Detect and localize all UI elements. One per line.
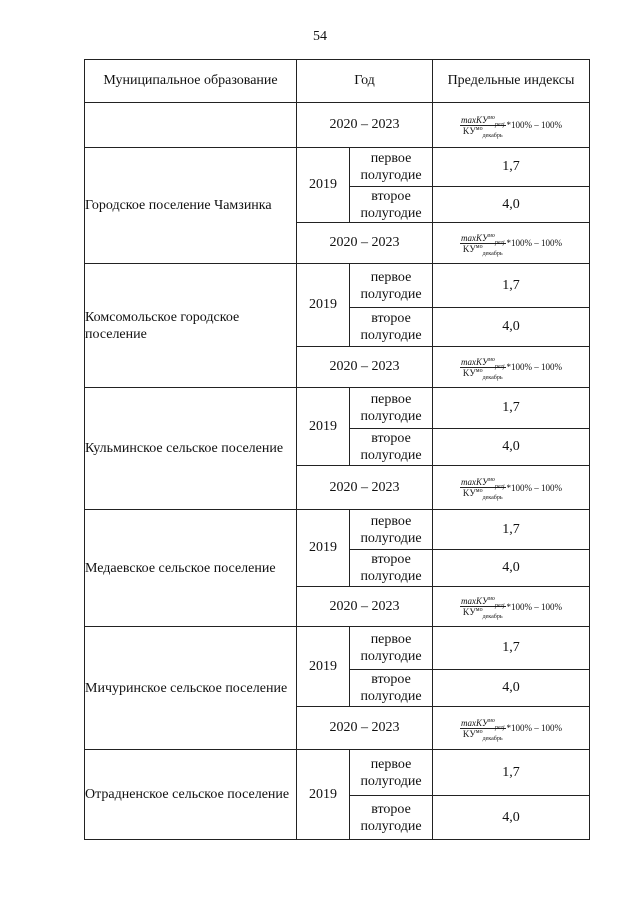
table-row — [85, 627, 590, 670]
formula-fraction — [460, 717, 506, 742]
half-first: первое полугодие — [350, 510, 433, 550]
half-first: первое полугодие — [350, 148, 433, 187]
formula-fraction — [460, 232, 506, 257]
municipality-name: Отрадненское сельское поселение — [85, 750, 297, 840]
formula-numerator: maxKУ$^{мо}_{регj}$ — [460, 114, 505, 128]
table-row — [85, 264, 590, 308]
index-value: 1,7 — [433, 388, 590, 429]
table-row — [85, 148, 590, 187]
table-row — [85, 510, 590, 550]
formula-tail: *100% – 100% — [506, 723, 563, 733]
year-2019: 2019 — [297, 148, 350, 223]
formula-denominator: $KУ^{мо}_{декабрь}$ — [462, 243, 503, 257]
half-second: второе полугодие — [350, 550, 433, 587]
header-municipality: Муниципальное образование — [85, 60, 297, 103]
municipality-name: Медаевское сельское поселение — [85, 510, 297, 627]
formula-cell — [433, 587, 590, 627]
formula-fraction — [460, 596, 506, 620]
municipality-name: Городское поселение Чамзинка — [85, 148, 297, 264]
formula-cell — [433, 223, 590, 264]
formula-cell — [433, 347, 590, 388]
index-value: 4,0 — [433, 796, 590, 840]
index-value: 1,7 — [433, 750, 590, 796]
municipality-name: Кульминское сельское поселение — [85, 388, 297, 510]
municipality-name: Комсомольское городское поселение — [85, 264, 297, 388]
formula-denominator: $KУ^{мо}_{декабрь}$ — [462, 488, 503, 501]
formula-tail: *100% – 100% — [506, 601, 563, 612]
formula-tail: *100% – 100% — [506, 120, 563, 130]
formula-numerator: maxKУ$^{мо}_{регj}$ — [460, 232, 505, 246]
index-value: 1,7 — [433, 148, 590, 187]
half-first: первое полугодие — [350, 388, 433, 429]
formula-tail: *100% – 100% — [506, 238, 563, 248]
index-value: 4,0 — [433, 187, 590, 223]
header-year: Год — [297, 60, 433, 103]
half-first: первое полугодие — [350, 750, 433, 796]
year-2019: 2019 — [297, 388, 350, 466]
formula-numerator: maxKУ$^{мо}_{регj}$ — [460, 356, 505, 370]
period-cell: 2020 – 2023 — [297, 223, 433, 264]
period-cell: 2020 – 2023 — [297, 707, 433, 750]
formula-denominator: $KУ^{мо}_{декабрь}$ — [462, 607, 503, 620]
half-first: первое полугодие — [350, 264, 433, 308]
formula-cell — [433, 466, 590, 510]
index-value: 1,7 — [433, 627, 590, 670]
index-value: 4,0 — [433, 550, 590, 587]
table-row — [85, 750, 590, 796]
formula-denominator: $KУ^{мо}_{декабрь}$ — [462, 125, 503, 139]
formula-numerator: maxKУ$^{мо}_{регj}$ — [460, 596, 505, 609]
page-number: 54 — [313, 29, 327, 44]
formula-denominator: $KУ^{мо}_{декабрь}$ — [462, 728, 503, 742]
half-second: второе полугодие — [350, 796, 433, 840]
period-cell: 2020 – 2023 — [297, 103, 433, 148]
half-first: первое полугодие — [350, 627, 433, 670]
half-second: второе полугодие — [350, 187, 433, 223]
formula-fraction — [460, 114, 506, 139]
formula-fraction — [460, 356, 506, 381]
table-header-row — [85, 60, 590, 103]
header-indices: Предельные индексы — [433, 60, 590, 103]
formula-cell — [433, 103, 590, 148]
formula-numerator: maxKУ$^{мо}_{регj}$ — [460, 477, 505, 490]
year-2019: 2019 — [297, 750, 350, 840]
table-row — [85, 388, 590, 429]
half-second: второе полугодие — [350, 670, 433, 707]
year-2019: 2019 — [297, 510, 350, 587]
period-cell: 2020 – 2023 — [297, 587, 433, 627]
index-value: 4,0 — [433, 308, 590, 347]
municipality-name: Мичуринское сельское поселение — [85, 627, 297, 750]
period-cell: 2020 – 2023 — [297, 466, 433, 510]
formula-numerator: maxKУ$^{мо}_{регj}$ — [460, 717, 505, 731]
index-value: 1,7 — [433, 264, 590, 308]
index-value: 4,0 — [433, 429, 590, 466]
index-value: 4,0 — [433, 670, 590, 707]
formula-tail: *100% – 100% — [506, 482, 563, 493]
indices-table — [84, 59, 590, 840]
formula-denominator: $KУ^{мо}_{декабрь}$ — [462, 367, 503, 381]
year-2019: 2019 — [297, 264, 350, 347]
period-cell: 2020 – 2023 — [297, 347, 433, 388]
year-2019: 2019 — [297, 627, 350, 707]
half-second: второе полугодие — [350, 308, 433, 347]
formula-fraction — [460, 477, 506, 501]
formula-cell — [433, 707, 590, 750]
empty-cell — [85, 103, 297, 148]
formula-tail: *100% – 100% — [506, 362, 563, 372]
index-value: 1,7 — [433, 510, 590, 550]
half-second: второе полугодие — [350, 429, 433, 466]
table-row — [85, 103, 590, 148]
